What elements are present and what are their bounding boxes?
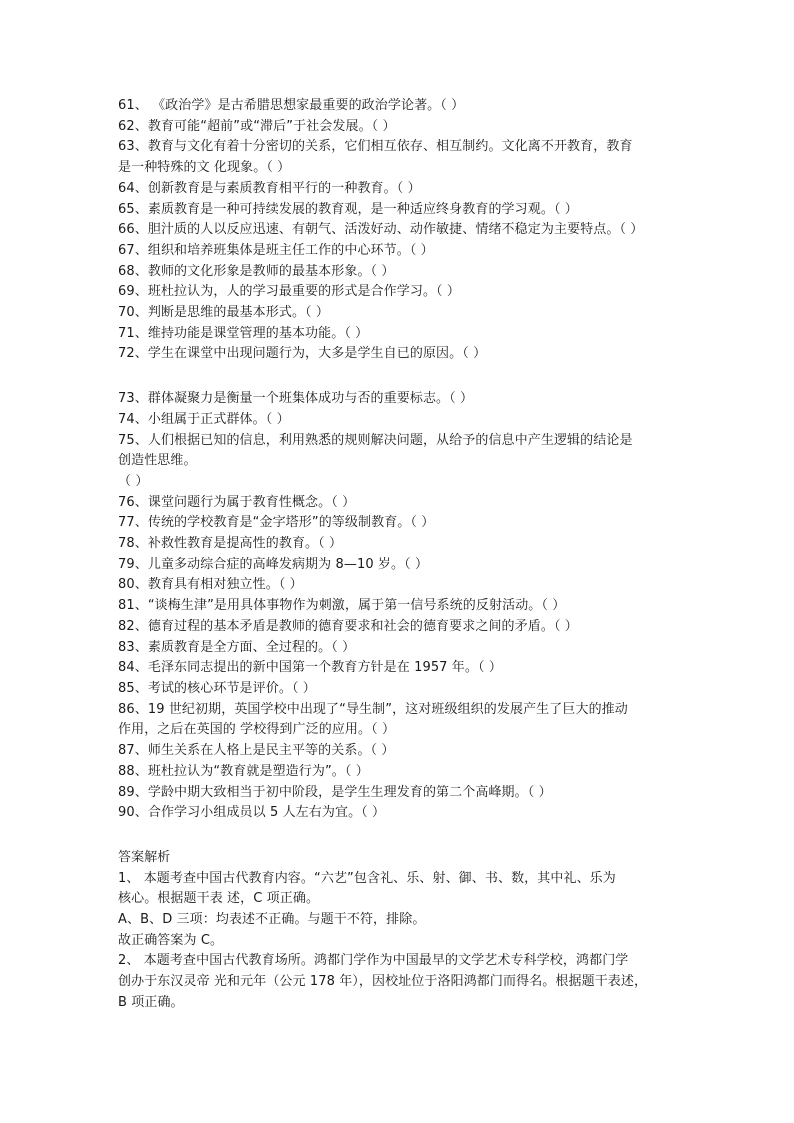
- question-86-line-2: 作用，之后在英国的 学校得到广泛的应用。（ ）: [118, 722, 396, 738]
- answer-section: [118, 848, 688, 1014]
- question-64: 64、创新教育是与素质教育相平行的一种教育。（ ）: [118, 180, 421, 196]
- question-81: 81、“谈梅生津”是用具体事物作为刺激，属于第一信号系统的反射活动。（ ）: [118, 598, 566, 614]
- question-65: 65、素质教育是一种可持续发展的教育观，是一种适应终身教育的学习观。（ ）: [118, 201, 578, 217]
- question-90: 90、合作学习小组成员以 5 人左右为宜。（ ）: [118, 805, 386, 821]
- question-82: 82、德育过程的基本矛盾是教师的德育要求和社会的德育要求之间的矛盾。（ ）: [118, 618, 578, 634]
- question-88: 88、班杜拉认为“教育就是塑造行为”。（ ）: [118, 763, 369, 779]
- spacer: [118, 824, 688, 848]
- question-89: 89、学龄中期大致相当于初中阶段，是学生生理发育的第二个高峰期。（ ）: [118, 784, 552, 800]
- question-61: 61、 《政治学》是古希腊思想家最重要的政治学论著。（ ）: [118, 98, 465, 113]
- question-63-line-2: 是一种特殊的文 化现象。（ ）: [118, 160, 291, 176]
- document-page: [118, 96, 688, 1014]
- answer-2-line-2: 创办于东汉灵帝 光和元年（公元 178 年），因校址位于洛阳鸿都门而得名。根据题干表述，: [118, 974, 648, 990]
- question-69: 69、班杜拉认为，人的学习最重要的形式是合作学习。（ ）: [118, 284, 460, 300]
- question-87: 87、师生关系在人格上是民主平等的关系。（ ）: [118, 743, 395, 759]
- question-list-2: [118, 389, 688, 824]
- question-71: 71、维持功能是课堂管理的基本功能。（ ）: [118, 325, 369, 341]
- question-75-line-3: （ ）: [118, 473, 149, 489]
- question-77: 77、传统的学校教育是“金字塔形”的等级制教育。（ ）: [118, 515, 435, 531]
- answer-1-line-2: 核心。根据题干表 述，C 项正确。: [118, 891, 320, 907]
- question-84: 84、毛泽东同志提出的新中国第一个教育方针是在 1957 年。（ ）: [118, 660, 502, 676]
- answer-2-line-1: 2、 本题考查中国古代教育场所。鸿都门学作为中国最早的文学艺术专科学校，鸿都门学: [118, 953, 629, 969]
- question-80: 80、教育具有相对独立性。（ ）: [118, 577, 303, 593]
- answer-1-line-3: A、B、D 三项：均表述不正确。与题干不符，排除。: [118, 912, 426, 928]
- answer-1-line-1: 1、 本题考查中国古代教育内容。“六艺”包含礼、乐、射、御、书、数，其中礼、乐为: [118, 870, 616, 886]
- question-68: 68、教师的文化形象是教师的最基本形象。（ ）: [118, 263, 395, 279]
- answer-2-line-3: B 项正确。: [118, 994, 184, 1010]
- question-73: 73、群体凝聚力是衡量一个班集体成功与否的重要标志。（ ）: [118, 391, 474, 407]
- question-86-line-1: 86、19 世纪初期，英国学校中出现了“导生制”，这对班级组织的发展产生了巨大的推动: [118, 701, 628, 717]
- question-75-line-1: 75、人们根据已知的信息，利用熟悉的规则解决问题，从给予的信息中产生逻辑的结论是: [118, 432, 633, 448]
- spacer: [118, 365, 688, 389]
- question-79: 79、儿童多动综合症的高峰发病期为 8—10 岁。（ ）: [118, 556, 429, 572]
- question-83: 83、素质教育是全方面、全过程的。（ ）: [118, 639, 356, 655]
- question-66: 66、胆汁质的人以反应迅速、有朝气、活泼好动、动作敏捷、情绪不稳定为主要特点。（ ）: [118, 222, 644, 238]
- question-70: 70、判断是思维的最基本形式。（ ）: [118, 305, 329, 321]
- answer-section-title: 答案解析: [118, 849, 171, 865]
- question-85: 85、考试的核心环节是评价。（ ）: [118, 680, 316, 696]
- question-72: 72、学生在课堂中出现问题行为，大多是学生自已的原因。（ ）: [118, 346, 487, 362]
- question-76: 76、课堂问题行为属于教育性概念。（ ）: [118, 494, 356, 510]
- answer-1-line-4: 故正确答案为 C。: [118, 932, 224, 948]
- question-74: 74、小组属于正式群体。（ ）: [118, 411, 290, 427]
- question-63-line-1: 63、教育与文化有着十分密切的关系，它们相互依存、相互制约。文化离不开教育，教育: [118, 139, 633, 155]
- question-62: 62、教育可能“超前”或“滞后”于社会发展。（ ）: [118, 118, 396, 134]
- question-75-line-2: 创造性思维。: [118, 453, 197, 469]
- question-67: 67、组织和培养班集体是班主任工作的中心环节。（ ）: [118, 242, 434, 258]
- question-list-1: [118, 96, 688, 365]
- question-78: 78、补救性教育是提高性的教育。（ ）: [118, 536, 343, 552]
